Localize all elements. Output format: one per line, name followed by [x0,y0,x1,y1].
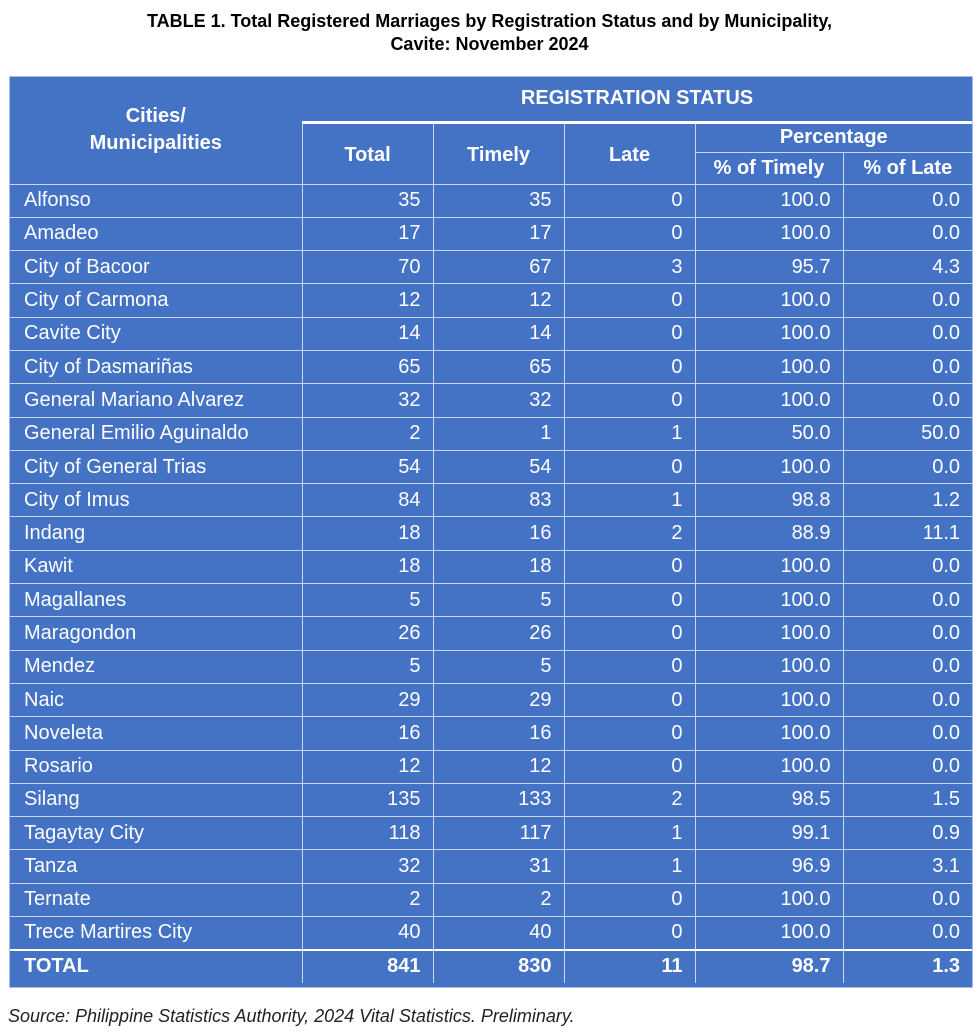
cell-name: Trece Martires City [10,917,302,950]
cell-total: 5 [302,584,433,617]
cell-pct-timely: 100.0 [695,750,843,783]
cell-late: 1 [564,850,695,883]
cell-name: TOTAL [10,950,302,983]
table-row [10,584,972,617]
header-registration-status: REGISTRATION STATUS [302,77,972,122]
table-row [10,184,972,217]
cell-pct-late: 1.3 [843,950,972,983]
cell-total: 18 [302,550,433,583]
cell-pct-timely: 100.0 [695,584,843,617]
table-row [10,817,972,850]
cell-timely: 830 [433,950,564,983]
cell-pct-timely: 98.7 [695,950,843,983]
cell-pct-timely: 100.0 [695,284,843,317]
cell-pct-late: 11.1 [843,517,972,550]
cell-late: 1 [564,417,695,450]
cell-late: 0 [564,350,695,383]
cell-total: 35 [302,184,433,217]
cell-pct-timely: 100.0 [695,384,843,417]
cell-timely: 26 [433,617,564,650]
cell-pct-timely: 98.5 [695,783,843,816]
cell-pct-late: 0.0 [843,284,972,317]
cell-name: City of Dasmariñas [10,350,302,383]
cell-pct-timely: 100.0 [695,683,843,716]
table-header [10,77,972,184]
cell-total: 135 [302,783,433,816]
cell-pct-timely: 100.0 [695,650,843,683]
cell-late: 0 [564,650,695,683]
cell-timely: 18 [433,550,564,583]
cell-pct-timely: 96.9 [695,850,843,883]
cell-pct-late: 0.0 [843,450,972,483]
cell-total: 2 [302,883,433,916]
cell-pct-timely: 100.0 [695,350,843,383]
cell-pct-late: 4.3 [843,251,972,284]
cell-name: Ternate [10,883,302,916]
cell-total: 14 [302,317,433,350]
table-row [10,284,972,317]
table-row [10,850,972,883]
cell-late: 0 [564,683,695,716]
cell-pct-late: 1.2 [843,484,972,517]
cell-late: 2 [564,783,695,816]
cell-timely: 16 [433,717,564,750]
table-row [10,917,972,950]
cell-name: City of Bacoor [10,251,302,284]
cell-timely: 35 [433,184,564,217]
cell-pct-late: 0.0 [843,317,972,350]
cell-pct-timely: 100.0 [695,883,843,916]
table-title [0,10,979,56]
cell-late: 0 [564,750,695,783]
table-row [10,417,972,450]
cell-name: Noveleta [10,717,302,750]
cell-timely: 65 [433,350,564,383]
table-row [10,717,972,750]
cell-pct-late: 0.9 [843,817,972,850]
cell-pct-timely: 88.9 [695,517,843,550]
cell-total: 70 [302,251,433,284]
header-late: Late [564,122,695,184]
cell-total: 17 [302,217,433,250]
cell-pct-timely: 98.8 [695,484,843,517]
cell-name: Amadeo [10,217,302,250]
cell-late: 0 [564,584,695,617]
cell-late: 0 [564,284,695,317]
table-row [10,650,972,683]
cell-late: 2 [564,517,695,550]
cell-name: General Mariano Alvarez [10,384,302,417]
table-body [10,184,972,983]
cell-pct-timely: 95.7 [695,251,843,284]
cell-total: 12 [302,284,433,317]
cell-pct-late: 0.0 [843,550,972,583]
cell-name: Kawit [10,550,302,583]
cell-name: Alfonso [10,184,302,217]
marriages-table [9,76,973,988]
cell-pct-late: 0.0 [843,584,972,617]
cell-timely: 117 [433,817,564,850]
cell-timely: 2 [433,883,564,916]
cell-name: City of General Trias [10,450,302,483]
table-row [10,783,972,816]
cell-late: 3 [564,251,695,284]
cell-late: 0 [564,917,695,950]
cell-name: Tagaytay City [10,817,302,850]
cell-pct-timely: 99.1 [695,817,843,850]
table-row [10,484,972,517]
cell-name: Maragondon [10,617,302,650]
cell-pct-late: 0.0 [843,384,972,417]
cell-name: General Emilio Aguinaldo [10,417,302,450]
cell-late: 0 [564,217,695,250]
cell-pct-late: 0.0 [843,184,972,217]
cell-pct-late: 0.0 [843,750,972,783]
cell-total: 32 [302,384,433,417]
cell-total: 32 [302,850,433,883]
cell-pct-timely: 100.0 [695,917,843,950]
cell-name: Cavite City [10,317,302,350]
table-row [10,450,972,483]
header-cities-label: Cities/ Municipalities [89,105,222,155]
header-pct-timely: % of Timely [695,152,843,184]
cell-late: 0 [564,184,695,217]
cell-timely: 31 [433,850,564,883]
cell-total: 26 [302,617,433,650]
cell-name: City of Carmona [10,284,302,317]
header-cities [10,77,302,184]
cell-timely: 1 [433,417,564,450]
total-row [10,950,972,983]
cell-timely: 14 [433,317,564,350]
cell-total: 40 [302,917,433,950]
cell-total: 2 [302,417,433,450]
cell-pct-timely: 100.0 [695,550,843,583]
cell-name: City of Imus [10,484,302,517]
cell-late: 0 [564,550,695,583]
table-row [10,617,972,650]
cell-pct-timely: 50.0 [695,417,843,450]
header-percentage: Percentage [695,122,972,152]
cell-late: 0 [564,717,695,750]
cell-pct-timely: 100.0 [695,184,843,217]
cell-name: Tanza [10,850,302,883]
cell-pct-timely: 100.0 [695,617,843,650]
cell-name: Rosario [10,750,302,783]
cell-pct-timely: 100.0 [695,450,843,483]
cell-timely: 17 [433,217,564,250]
table-row [10,384,972,417]
header-timely: Timely [433,122,564,184]
table-title-line-1: TABLE 1. Total Registered Marriages by Registration Status and by Municipality, [146,11,833,31]
cell-late: 0 [564,883,695,916]
cell-name: Mendez [10,650,302,683]
table-title-line-2: Cavite: November 2024 [390,34,589,54]
cell-timely: 133 [433,783,564,816]
cell-timely: 54 [433,450,564,483]
cell-name: Indang [10,517,302,550]
table-row [10,251,972,284]
cell-pct-late: 0.0 [843,683,972,716]
cell-total: 84 [302,484,433,517]
cell-pct-timely: 100.0 [695,717,843,750]
cell-timely: 32 [433,384,564,417]
header-pct-late: % of Late [843,152,972,184]
cell-total: 12 [302,750,433,783]
cell-late: 0 [564,384,695,417]
cell-total: 118 [302,817,433,850]
cell-timely: 5 [433,584,564,617]
table-row [10,317,972,350]
cell-late: 11 [564,950,695,983]
cell-total: 841 [302,950,433,983]
cell-timely: 83 [433,484,564,517]
cell-late: 0 [564,617,695,650]
cell-pct-late: 0.0 [843,617,972,650]
cell-name: Naic [10,683,302,716]
cell-pct-late: 0.0 [843,350,972,383]
cell-total: 29 [302,683,433,716]
cell-name: Silang [10,783,302,816]
cell-timely: 40 [433,917,564,950]
cell-pct-late: 1.5 [843,783,972,816]
table-row [10,517,972,550]
table-row [10,350,972,383]
cell-timely: 29 [433,683,564,716]
table-row [10,750,972,783]
cell-total: 65 [302,350,433,383]
cell-timely: 67 [433,251,564,284]
header-total: Total [302,122,433,184]
cell-pct-late: 0.0 [843,650,972,683]
table-row [10,883,972,916]
cell-pct-timely: 100.0 [695,317,843,350]
table-row [10,550,972,583]
cell-total: 54 [302,450,433,483]
cell-late: 1 [564,817,695,850]
cell-name: Magallanes [10,584,302,617]
cell-timely: 16 [433,517,564,550]
cell-late: 0 [564,317,695,350]
cell-total: 5 [302,650,433,683]
cell-late: 0 [564,450,695,483]
cell-timely: 5 [433,650,564,683]
cell-pct-late: 0.0 [843,717,972,750]
cell-pct-late: 0.0 [843,917,972,950]
cell-total: 18 [302,517,433,550]
table-row [10,683,972,716]
cell-timely: 12 [433,750,564,783]
cell-pct-timely: 100.0 [695,217,843,250]
cell-pct-late: 0.0 [843,217,972,250]
table-row [10,217,972,250]
cell-timely: 12 [433,284,564,317]
cell-pct-late: 50.0 [843,417,972,450]
cell-pct-late: 0.0 [843,883,972,916]
cell-pct-late: 3.1 [843,850,972,883]
cell-total: 16 [302,717,433,750]
source-note: Source: Philippine Statistics Authority, 2024 Vital Statistics. Preliminary. [8,1006,575,1026]
cell-late: 1 [564,484,695,517]
